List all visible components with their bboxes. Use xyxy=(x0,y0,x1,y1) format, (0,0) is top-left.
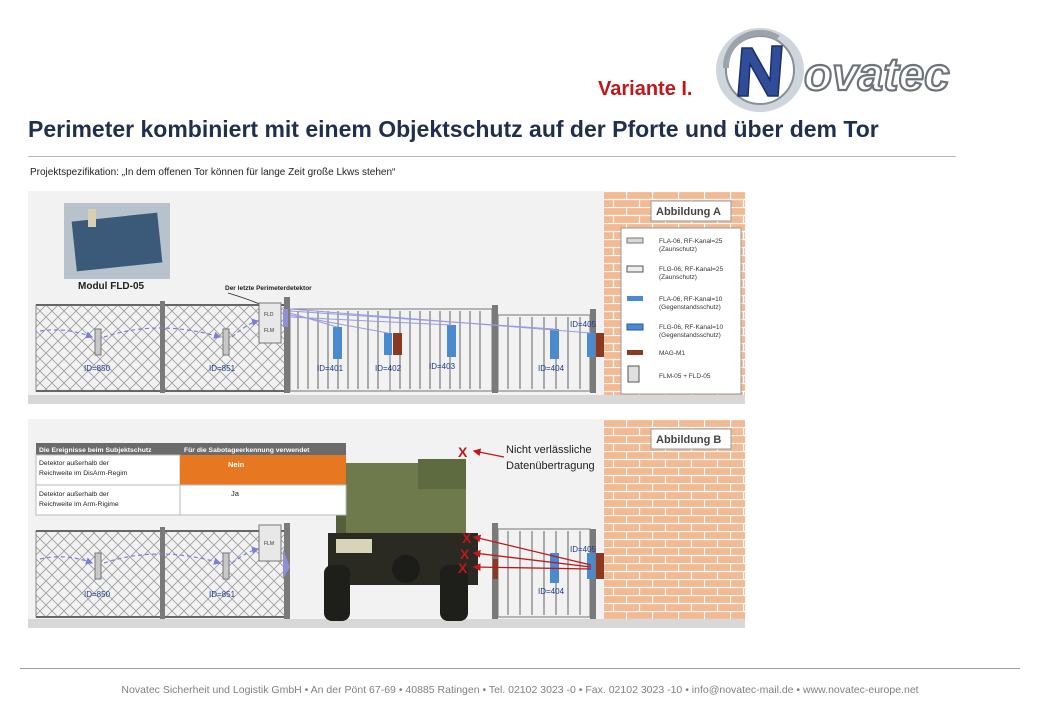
sensor-403 xyxy=(447,325,456,357)
sensor-401 xyxy=(333,327,342,359)
legend-item-sub: (Zaunschutz) xyxy=(659,274,697,281)
legend-item: FLG-06, RF-Kanal=10 xyxy=(659,324,724,331)
id-403-label: ID=403 xyxy=(429,362,456,371)
sensor-850 xyxy=(95,329,101,355)
warning-text-line2: Datenübertragung xyxy=(506,460,595,472)
legend-icon-flg-10 xyxy=(627,324,643,330)
id-851-label: ID=851 xyxy=(209,590,236,599)
sensor-851 xyxy=(223,553,229,579)
logo-wordmark: ovatec xyxy=(804,48,950,100)
table-cell: Reichweite im DisArm-Regim xyxy=(39,470,128,477)
table-cell: Ja xyxy=(231,489,239,498)
sensor-404 xyxy=(550,329,559,359)
table-cell: Reichweite im Arm-Rigime xyxy=(39,501,119,508)
warning-text-line1: Nicht verlässliche xyxy=(506,444,592,456)
legend-item: FLA-06, RF-Kanal=10 xyxy=(659,296,723,303)
figure-a-diagram xyxy=(28,191,745,404)
page-title: Perimeter kombiniert mit einem Objektschutz auf der Pforte und über dem Tor xyxy=(28,116,879,142)
table-cell: Detektor außerhalb der xyxy=(39,460,109,467)
id-401-label: ID=401 xyxy=(317,364,344,373)
table-cell: Nein xyxy=(228,460,245,469)
magnet-405 xyxy=(596,553,604,579)
novatec-logo xyxy=(708,24,1008,116)
event-table xyxy=(36,443,346,515)
sensor-405 xyxy=(587,333,595,357)
magnet-405 xyxy=(596,333,604,357)
sensor-405 xyxy=(587,553,595,579)
id-405-label: ID=405 xyxy=(570,320,597,329)
legend-item: MAG-M1 xyxy=(659,350,685,357)
footer-contact: Novatec Sicherheit und Logistik GmbH • An der Pönt 67-69 • 40885 Ratingen • Tel. 02102 3023 -0 • Fax. 02102 3023 -10 • info@novatec-mail.de • www.novatec-europe.net xyxy=(121,684,919,696)
sensor-402 xyxy=(384,333,392,355)
figure-a-label: Abbildung A xyxy=(656,206,721,218)
footer-divider xyxy=(20,668,1020,669)
warning-x-mark: X xyxy=(458,444,468,460)
table-header: Für die Sabotageerkennung verwendet xyxy=(184,447,310,454)
flm-box-label: FLM xyxy=(264,328,274,334)
figure-b-label: Abbildung B xyxy=(656,434,722,446)
id-851-label: ID=851 xyxy=(209,364,236,373)
legend-icon-fla-25 xyxy=(627,238,643,243)
legend-item-sub: (Gegenstandsschutz) xyxy=(659,332,721,339)
magnet-402 xyxy=(393,333,402,355)
fld-box-label: FLD xyxy=(264,312,274,318)
id-850-label: ID=850 xyxy=(84,590,111,599)
legend-item-sub: (Gegenstandsschutz) xyxy=(659,304,721,311)
project-specification: Projektspezifikation: „In dem offenen Tor können für lange Zeit große Lkws stehen“ xyxy=(30,167,396,178)
legend-item: FLG-06, RF-Kanal=25 xyxy=(659,266,724,273)
title-divider xyxy=(28,156,956,157)
warning-x-mark: X xyxy=(460,546,470,562)
id-405-label: ID=405 xyxy=(570,545,597,554)
sensor-851 xyxy=(223,329,229,355)
legend-item-sub: (Zaunschutz) xyxy=(659,246,697,253)
legend-item: FLA-06, RF-Kanal=25 xyxy=(659,238,723,245)
legend-icon-fla-10 xyxy=(627,296,643,301)
sensor-850 xyxy=(95,553,101,579)
variant-label: Variante I. xyxy=(598,78,693,100)
legend-icon-mag xyxy=(627,350,643,355)
id-404-label: ID=404 xyxy=(538,587,565,596)
id-402-label: ID=402 xyxy=(375,364,402,373)
id-404-label: ID=404 xyxy=(538,364,565,373)
module-caption: Modul FLD-05 xyxy=(78,281,145,292)
legend-icon-flm xyxy=(628,366,639,382)
pointer-label: Der letzte Perimeterdetektor xyxy=(225,285,312,292)
table-cell: Detektor außerhalb der xyxy=(39,491,109,498)
table-header: Die Ereignisse beim Subjektschutz xyxy=(39,447,152,454)
id-850-label: ID=850 xyxy=(84,364,111,373)
warning-x-mark: X xyxy=(458,560,468,576)
legend-item: FLM-05 + FLD-05 xyxy=(659,373,711,380)
flm-box-label: FLM xyxy=(264,541,274,547)
figure-b-diagram xyxy=(28,419,745,628)
warning-x-mark: X xyxy=(462,530,472,546)
legend-icon-flg-25 xyxy=(627,266,643,272)
